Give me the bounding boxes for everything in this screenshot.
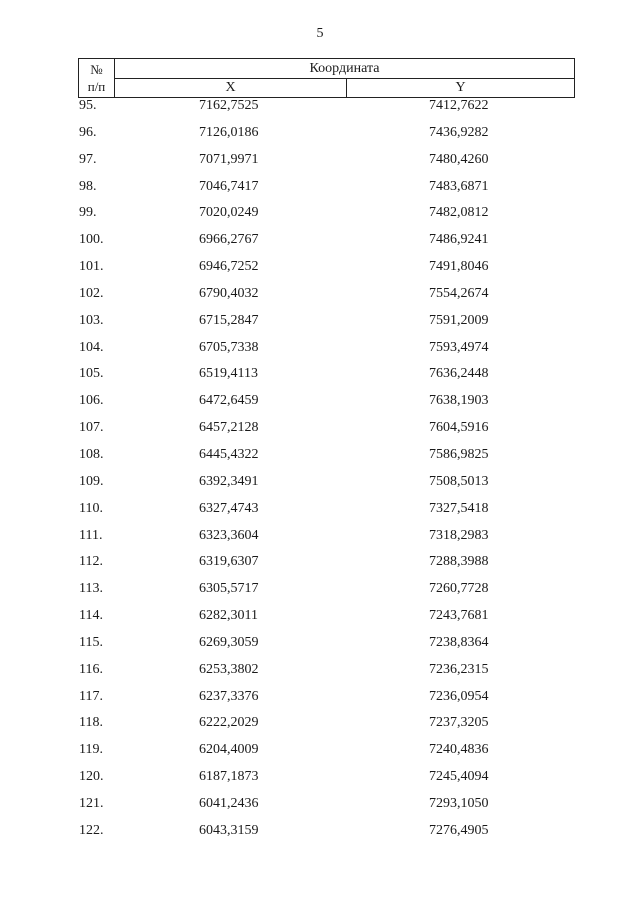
y-coordinate: 7636,2448 [429, 366, 489, 382]
x-coordinate: 6043,3159 [199, 822, 259, 838]
y-coordinate: 7483,6871 [429, 178, 489, 194]
row-number: 95. [79, 98, 97, 113]
row-number: 104. [79, 339, 104, 355]
table-row [0, 286, 640, 313]
y-coordinate: 7554,2674 [429, 285, 489, 301]
row-number: 114. [79, 608, 103, 624]
row-number: 101. [79, 259, 104, 275]
row-number: 107. [79, 420, 104, 436]
y-coordinate: 7586,9825 [429, 446, 489, 462]
y-coordinate: 7276,4905 [429, 822, 489, 838]
page-number: 5 [316, 26, 324, 41]
row-number: 109. [79, 473, 104, 489]
row-number: 100. [79, 232, 104, 248]
table-row [0, 259, 640, 286]
y-coordinate: 7436,9282 [429, 124, 489, 140]
row-number: 120. [79, 769, 104, 785]
row-number: 102. [79, 285, 104, 301]
table-row [0, 715, 640, 742]
coordinates-table-header [78, 58, 575, 98]
row-number: 119. [79, 742, 103, 758]
table-row [0, 501, 640, 528]
row-number: 99. [79, 205, 97, 221]
row-number: 96. [79, 124, 97, 140]
table-row [0, 581, 640, 608]
row-number: 113. [79, 581, 103, 597]
y-coordinate: 7480,4260 [429, 151, 489, 167]
table-row [0, 179, 640, 206]
row-number: 115. [79, 634, 103, 650]
row-number: 117. [79, 688, 103, 704]
number-sign: № [90, 62, 103, 77]
number-column-header [79, 59, 115, 97]
x-coordinate: 6790,4032 [199, 285, 259, 301]
table-row [0, 608, 640, 635]
x-coordinate: 6472,6459 [199, 393, 259, 409]
y-coordinate: 7236,0954 [429, 688, 489, 704]
coordinates-table-body [0, 98, 640, 850]
x-coordinate: 6319,6307 [199, 554, 259, 570]
table-row [0, 474, 640, 501]
x-coordinate: 6715,2847 [199, 312, 259, 328]
table-row [0, 742, 640, 769]
table-row [0, 205, 640, 232]
number-abbrev: п/п [87, 79, 106, 94]
y-coordinate: 7508,5013 [429, 473, 489, 489]
x-coordinate: 6457,2128 [199, 420, 259, 436]
y-coordinate: 7237,3205 [429, 715, 489, 731]
row-number: 111. [79, 527, 103, 543]
row-number: 122. [79, 822, 104, 838]
row-number: 105. [79, 366, 104, 382]
table-row [0, 662, 640, 689]
y-coordinate: 7486,9241 [429, 232, 489, 248]
y-coordinate: 7482,0812 [429, 205, 489, 221]
y-coordinate: 7327,5418 [429, 500, 489, 516]
table-row [0, 152, 640, 179]
row-number: 118. [79, 715, 103, 731]
table-row [0, 420, 640, 447]
row-number: 103. [79, 312, 104, 328]
table-row [0, 635, 640, 662]
x-coordinate: 7046,7417 [199, 178, 259, 194]
x-coordinate: 6204,4009 [199, 742, 259, 758]
y-coordinate: 7491,8046 [429, 259, 489, 275]
row-number: 98. [79, 178, 97, 194]
x-coordinate: 6187,1873 [199, 769, 259, 785]
x-coordinate: 7020,0249 [199, 205, 259, 221]
row-number: 108. [79, 446, 104, 462]
y-coordinate: 7591,2009 [429, 312, 489, 328]
y-coordinate: 7412,7622 [429, 98, 489, 113]
row-number: 116. [79, 661, 103, 677]
y-coordinate: 7593,4974 [429, 339, 489, 355]
table-row [0, 98, 640, 125]
x-coordinate: 6253,3802 [199, 661, 259, 677]
x-coordinate: 6323,3604 [199, 527, 259, 543]
y-column-header: Y [455, 80, 466, 95]
x-coordinate: 6519,4113 [199, 366, 258, 382]
table-row [0, 554, 640, 581]
x-coordinate: 6222,2029 [199, 715, 259, 731]
table-row [0, 689, 640, 716]
row-number: 121. [79, 795, 104, 811]
y-coordinate: 7260,7728 [429, 581, 489, 597]
row-number: 110. [79, 500, 103, 516]
table-row [0, 393, 640, 420]
x-coordinate: 6946,7252 [199, 259, 259, 275]
y-coordinate: 7638,1903 [429, 393, 489, 409]
y-coordinate: 7288,3988 [429, 554, 489, 570]
x-coordinate: 6282,3011 [199, 608, 258, 624]
row-number: 106. [79, 393, 104, 409]
coordinate-group-header: Координата [115, 59, 574, 79]
y-coordinate: 7245,4094 [429, 769, 489, 785]
table-row [0, 313, 640, 340]
table-row [0, 232, 640, 259]
y-coordinate: 7238,8364 [429, 634, 489, 650]
x-coordinate: 6966,2767 [199, 232, 259, 248]
x-coordinate: 7126,0186 [199, 124, 259, 140]
y-coordinate: 7318,2983 [429, 527, 489, 543]
table-row [0, 796, 640, 823]
table-row [0, 823, 640, 850]
table-row [0, 340, 640, 367]
x-coordinate: 6327,4743 [199, 500, 259, 516]
row-number: 112. [79, 554, 103, 570]
table-row [0, 447, 640, 474]
table-row [0, 769, 640, 796]
x-coordinate: 6705,7338 [199, 339, 259, 355]
x-column-header: X [115, 78, 347, 97]
x-coordinate: 6445,4322 [199, 446, 259, 462]
x-coordinate: 6305,5717 [199, 581, 259, 597]
y-coordinate: 7236,2315 [429, 661, 489, 677]
table-row [0, 366, 640, 393]
y-coordinate: 7240,4836 [429, 742, 489, 758]
x-coordinate: 7162,7525 [199, 98, 259, 113]
y-coordinate: 7243,7681 [429, 608, 489, 624]
y-coordinate: 7604,5916 [429, 420, 489, 436]
x-coordinate: 6392,3491 [199, 473, 259, 489]
table-row [0, 528, 640, 555]
x-coordinate: 7071,9971 [199, 151, 259, 167]
x-coordinate: 6269,3059 [199, 634, 259, 650]
y-coordinate: 7293,1050 [429, 795, 489, 811]
row-number: 97. [79, 151, 97, 167]
table-row [0, 125, 640, 152]
x-coordinate: 6237,3376 [199, 688, 259, 704]
x-coordinate: 6041,2436 [199, 795, 259, 811]
